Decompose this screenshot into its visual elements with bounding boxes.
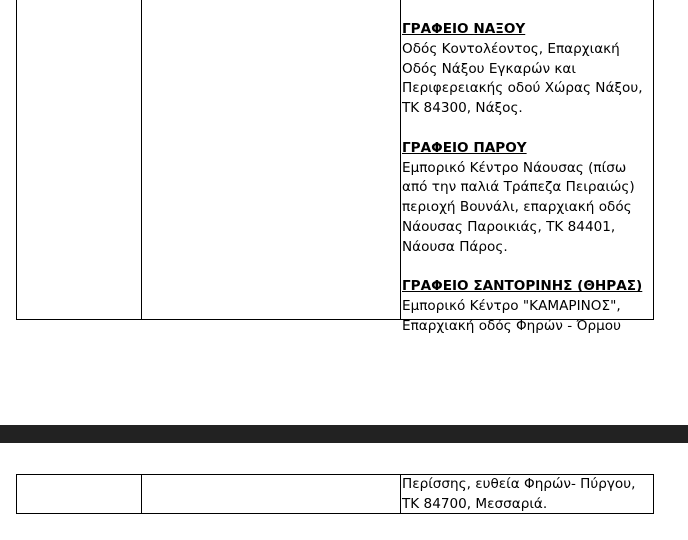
- office-santorini: [402, 277, 653, 336]
- office-heading: ΓΡΑΦΕΙΟ ΠΑΡΟΥ: [402, 139, 527, 156]
- column-divider: [141, 0, 142, 319]
- office-address: Οδός Κοντολέοντος, Επαρχιακή Οδός Νάξου Εγκαρών και Περιφερειακής οδού Χώρας Νάξου, ΤΚ 84300, Νάξος.: [402, 40, 643, 117]
- continuation-cell: [401, 475, 653, 513]
- office-naxos: [402, 20, 653, 119]
- office-address: Εμπορικό Κέντρο Νάουσας (πίσω από την παλιά Τράπεζα Πειραιώς) περιοχή Βουνάλι, επαρχιακή οδός Νάουσας Παροικιάς, ΤΚ 84401, Νάουσα Πάρος.: [402, 159, 635, 255]
- address-table-continued: [16, 474, 654, 514]
- address-table-top: [16, 0, 654, 334]
- offices-cell: [401, 0, 653, 334]
- column-divider: [141, 475, 142, 513]
- office-heading: ΓΡΑΦΕΙΟ ΝΑΞΟΥ: [402, 21, 526, 37]
- office-address: Εμπορικό Κέντρο "ΚΑΜΑΡΙΝΟΣ", Επαρχιακή οδός Φηρών - Όρμου: [402, 298, 621, 334]
- office-heading: ΓΡΑΦΕΙΟ ΣΑΝΤΟΡΙΝΗΣ (ΘΗΡΑΣ): [402, 278, 643, 295]
- page-break-band: [0, 425, 688, 443]
- office-address-continued: Περίσσης, ευθεία Φηρών- Πύργου, ΤΚ 84700, Μεσσαριά.: [402, 476, 636, 512]
- office-paros: [402, 139, 653, 258]
